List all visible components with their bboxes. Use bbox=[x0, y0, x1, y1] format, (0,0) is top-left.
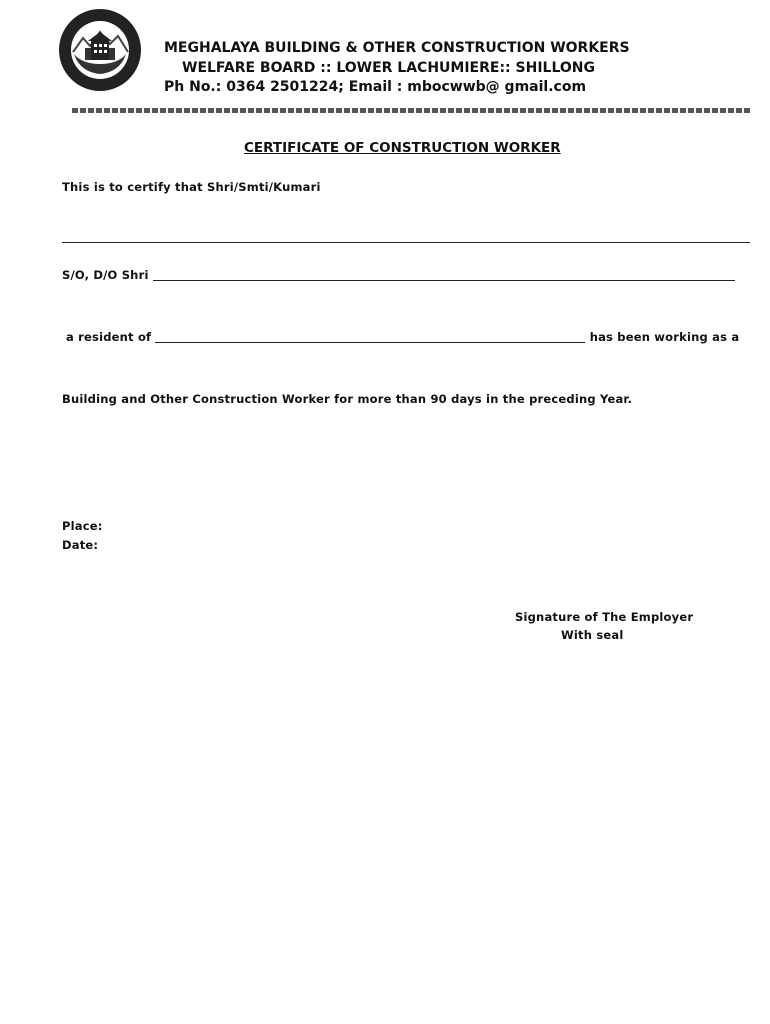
header-contact: Ph No.: 0364 2501224; Email : mbocwwb@ gmail.com bbox=[164, 79, 587, 95]
parent-name-field[interactable] bbox=[153, 280, 735, 281]
seal-label: With seal bbox=[561, 628, 624, 642]
working-text: has been working as a bbox=[589, 330, 740, 344]
residence-field[interactable] bbox=[155, 342, 585, 343]
signature-label: Signature of The Employer bbox=[515, 610, 694, 624]
resident-row bbox=[66, 330, 739, 344]
parent-name-row bbox=[62, 268, 735, 282]
header-line-1: MEGHALAYA BUILDING & OTHER CONSTRUCTION WORKERS bbox=[164, 40, 630, 56]
statement-text: Building and Other Construction Worker for more than 90 days in the preceding Year. bbox=[62, 392, 633, 406]
date-label: Date: bbox=[62, 538, 99, 552]
certificate-title: CERTIFICATE OF CONSTRUCTION WORKER bbox=[244, 140, 561, 156]
place-label: Place: bbox=[62, 519, 103, 533]
resident-label: a resident of bbox=[66, 330, 152, 344]
worker-name-field[interactable] bbox=[62, 228, 750, 247]
board-seal-logo-icon bbox=[58, 8, 142, 92]
so-do-label: S/O, D/O Shri bbox=[62, 268, 149, 282]
header-divider bbox=[72, 108, 750, 113]
header-line-2: WELFARE BOARD :: LOWER LACHUMIERE:: SHILLONG bbox=[182, 60, 595, 76]
certify-text: This is to certify that Shri/Smti/Kumari bbox=[62, 180, 321, 194]
